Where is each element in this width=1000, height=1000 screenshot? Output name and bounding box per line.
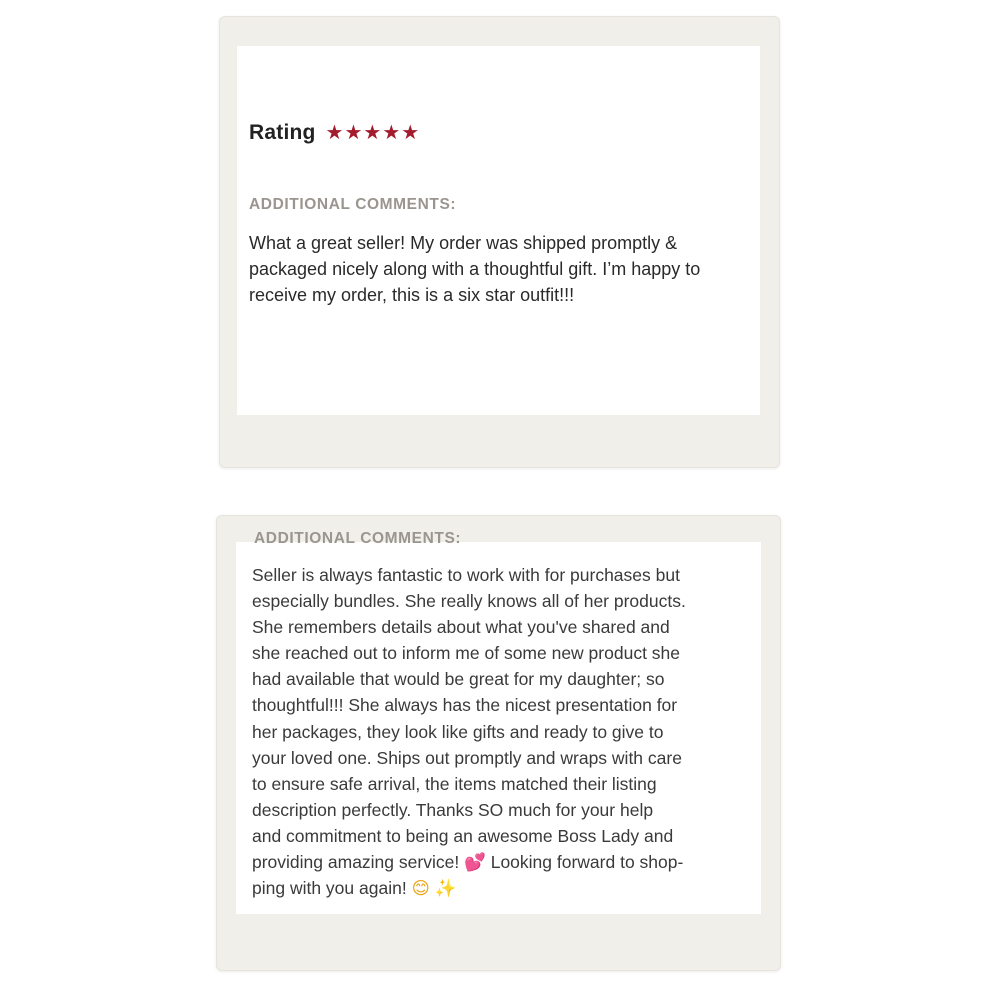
review-comment-text: What a great seller! My order was shipped promptly & packaged nicely along with a thoughtful gift. I’m happy to receive my order, this is a six star outfit!!!	[249, 233, 701, 305]
review-card-bottom	[236, 530, 761, 914]
rating-stars	[326, 123, 420, 143]
smiling-face-icon: 😊	[411, 878, 430, 899]
additional-comments-label: ADDITIONAL COMMENTS:	[249, 196, 457, 213]
star-icon: ★	[401, 122, 420, 144]
rating-row	[249, 121, 419, 145]
photo-frame-bottom	[216, 515, 781, 971]
comment-body: Seller is always fantastic to work with for purchases but especially bundles. She really knows all of her products. She remembers details about what you've shared and she reached out to inform me of some new product she had available that would be great for my daughter; so thoughtful!!! She always has the nicest presentation for her packages, they look like gifts and ready to give to your loved one. Ships out promptly and wraps with care to ensure safe arrival, the items matched their listing description perfectly. Thanks SO much for your help and commitment to being an awesome Boss Lady and providing amazing service!	[252, 565, 686, 873]
sparkles-icon: ✨	[434, 878, 457, 899]
two-hearts-icon: 💕	[464, 852, 486, 873]
star-icon: ★	[382, 122, 401, 144]
review-card-top	[237, 46, 760, 415]
star-icon: ★	[344, 122, 363, 144]
rating-label: Rating	[249, 121, 316, 144]
photo-frame-top	[219, 16, 780, 468]
additional-comments-label-cropped: ADDITIONAL COMMENTS:	[254, 530, 462, 547]
review-comment-text	[252, 562, 752, 901]
star-icon: ★	[363, 122, 382, 144]
star-icon: ★	[325, 122, 344, 144]
comment-tail: Looking forward to shop- ping with you again!	[252, 852, 684, 899]
